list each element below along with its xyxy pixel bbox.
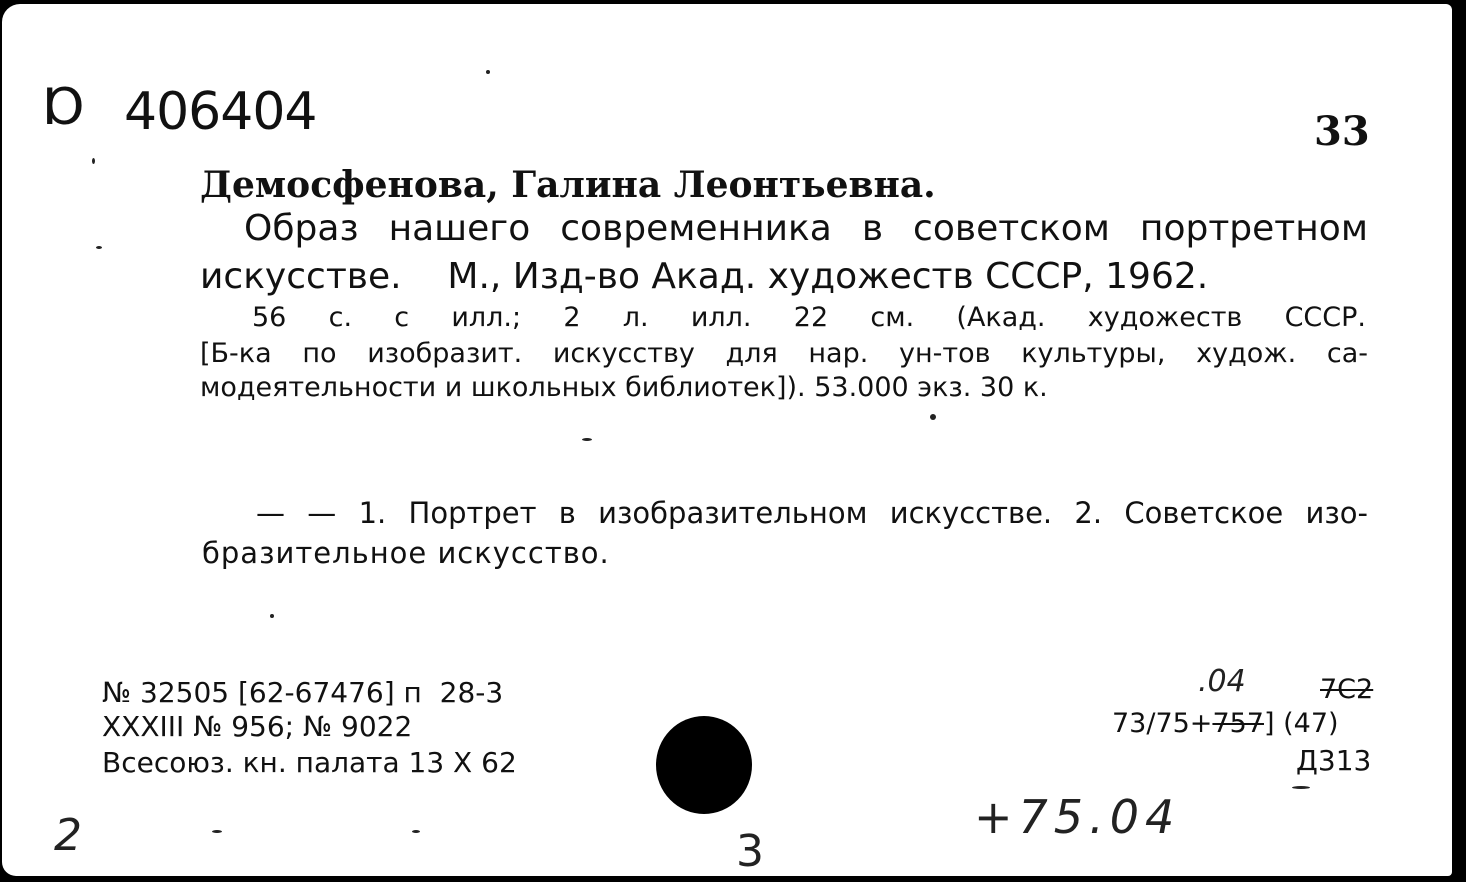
handwritten-mark-left: 2: [54, 810, 82, 861]
handwritten-mark-center: 3: [736, 826, 764, 876]
speck: [412, 830, 420, 833]
speck: [96, 246, 102, 249]
punch-hole: [656, 716, 752, 814]
classification-index-b: 757: [1212, 708, 1264, 739]
classification-code: 7С2: [1320, 674, 1374, 705]
speck: [930, 414, 936, 420]
speck: [212, 830, 222, 833]
description-line-3: модеятельности и школьных библиотек]). 53.000 экз. 30 к.: [200, 372, 1048, 403]
author-sign: Д313: [1296, 744, 1372, 777]
call-number: 406404: [124, 82, 317, 142]
classification-index-a: 73/75+: [1112, 708, 1213, 739]
registration-codes: XXXIII № 956; № 9022: [102, 710, 413, 743]
handwritten-code: .04: [1198, 664, 1246, 699]
call-number-prefix: Ɒ: [44, 78, 88, 136]
registration-number: № 32505 [62-67476] п 28-3: [102, 676, 504, 709]
handwritten-mark-right: +75.04: [974, 790, 1181, 844]
description-line-1: 56 с. с илл.; 2 л. илл. 22 см. (Акад. художеств СССР.: [252, 302, 1366, 333]
description-line-2: [Б-ка по изобразит. искусству для нар. ун-тов культуры, худож. са-: [200, 338, 1368, 369]
author-heading: Демосфенова, Галина Леонтьевна.: [200, 164, 936, 206]
book-chamber-imprint: Всесоюз. кн. палата 13 X 62: [102, 746, 517, 779]
speck: [582, 438, 592, 441]
catalog-card: [2, 4, 1452, 876]
subject-headings-line-1: — — 1. Портрет в изобразительном искусстве. 2. Советское изо-: [256, 496, 1368, 530]
speck: [486, 70, 490, 74]
classification-index-c: ] (47): [1263, 708, 1339, 739]
classification-index: [1112, 708, 1339, 739]
speck: [92, 158, 95, 164]
subject-headings-line-2: бразительное искусство.: [202, 536, 610, 570]
speck: [270, 614, 274, 618]
title-line-1: Образ нашего современника в советском портретном: [244, 208, 1368, 249]
title-line-2: искусстве. М., Изд-во Акад. художеств СССР, 1962.: [200, 256, 1209, 297]
shelf-number: 33: [1314, 108, 1370, 155]
speck: [1292, 786, 1310, 789]
